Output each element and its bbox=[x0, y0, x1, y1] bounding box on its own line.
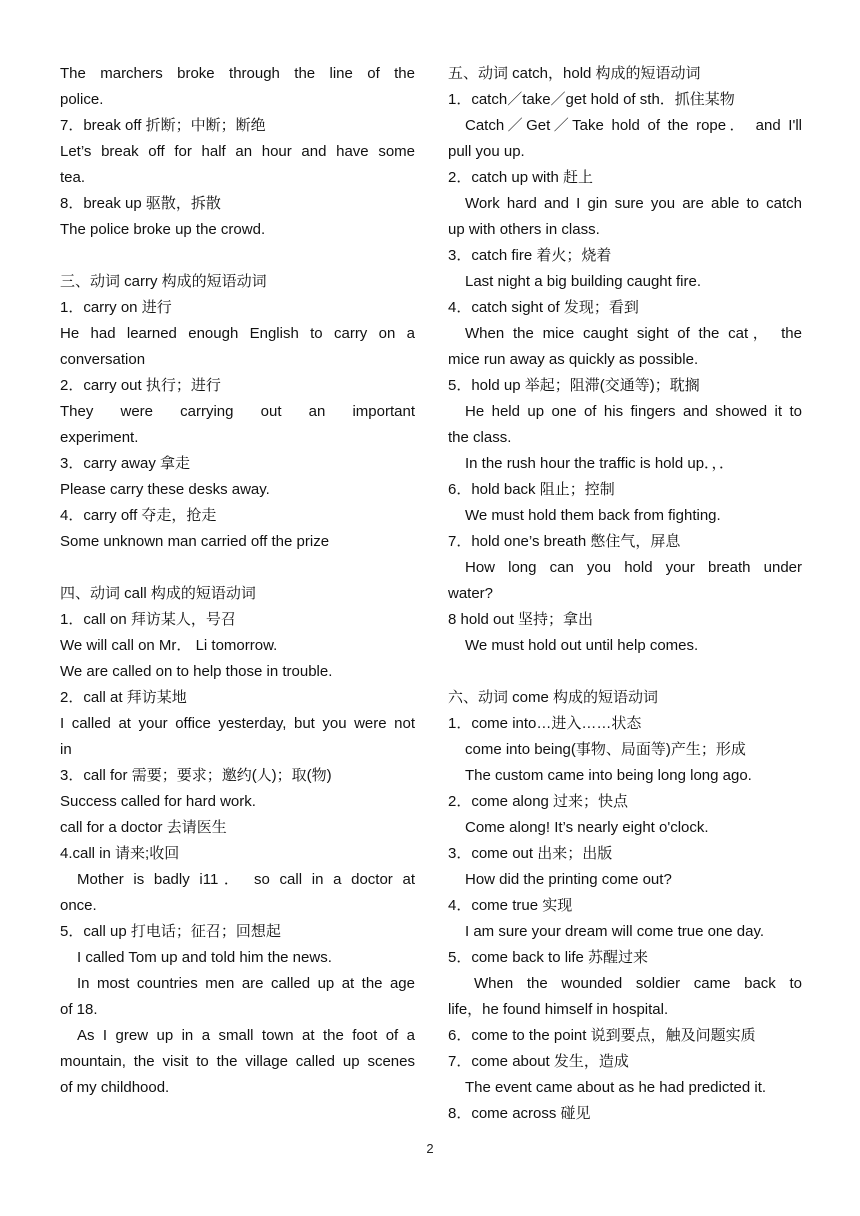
left-column bbox=[60, 61, 415, 1101]
text-line: the class. bbox=[448, 429, 512, 446]
text-line: pull you up. bbox=[448, 143, 525, 160]
text-line: 1．catch／take／get hold of sth．抓住某物 bbox=[448, 91, 735, 108]
text-line: in bbox=[60, 741, 72, 758]
text-line: water? bbox=[448, 585, 494, 602]
text-line: Success called for hard work. bbox=[60, 793, 256, 810]
text-line: 1．call on 拜访某人，号召 bbox=[60, 611, 236, 628]
text-line: We will call on Mr． Li tomorrow. bbox=[60, 637, 278, 654]
text-line: They were carrying out an important bbox=[60, 403, 415, 420]
text-line: 8．come across 碰见 bbox=[448, 1105, 591, 1122]
text-line: 4.call in 请来;收回 bbox=[60, 845, 180, 862]
text-line: Let’s break off for half an hour and have some bbox=[60, 143, 415, 160]
text-line: up with others in class. bbox=[448, 221, 600, 238]
blank-line bbox=[60, 555, 415, 581]
text-line: I called at your office yesterday, but you were not bbox=[60, 715, 415, 732]
text-line: When the mice caught sight of the cat， the bbox=[465, 325, 802, 342]
text-line: 五、动词 catch，hold 构成的短语动词 bbox=[448, 65, 701, 82]
page-number: 2 bbox=[426, 1141, 434, 1156]
text-line: 3．come out 出来；出版 bbox=[448, 845, 613, 862]
text-line: How long can you hold your breath under bbox=[465, 559, 802, 576]
text-line: life，he found himself in hospital. bbox=[448, 1001, 669, 1018]
text-line: call for a doctor 去请医生 bbox=[60, 819, 227, 836]
text-line: 7．break off 折断；中断；断绝 bbox=[60, 117, 266, 134]
text-line: 3．catch fire 着火；烧着 bbox=[448, 247, 612, 264]
text-line: Come along! It’s nearly eight o'clock. bbox=[465, 819, 709, 836]
text-line: I called Tom up and told him the news. bbox=[77, 949, 332, 966]
text-line: As I grew up in a small town at the foot of a bbox=[77, 1027, 415, 1044]
text-line: Work hard and I gin sure you are able to catch bbox=[465, 195, 802, 212]
text-line: 6．come to the point 说到要点，触及问题实质 bbox=[448, 1027, 756, 1044]
text-line: 7．come about 发生，造成 bbox=[448, 1053, 629, 1070]
text-line: We are called on to help those in trouble. bbox=[60, 663, 333, 680]
text-line: of 18. bbox=[60, 1001, 98, 1018]
text-line: 4．carry off 夺走，抢走 bbox=[60, 507, 217, 524]
text-line: 6．hold back 阻止；控制 bbox=[448, 481, 615, 498]
text-line: once. bbox=[60, 897, 97, 914]
text-line: Catch／Get／Take hold of the rope． and I'll bbox=[465, 117, 802, 134]
text-line: 8 hold out 坚持；拿出 bbox=[448, 611, 594, 628]
text-line: come into being(事物、局面等)产生；形成 bbox=[465, 741, 746, 758]
text-line: 7．hold one’s breath 憋住气，屏息 bbox=[448, 533, 681, 550]
text-line: 六、动词 come 构成的短语动词 bbox=[448, 689, 659, 706]
text-line: Mother is badly i11． so call in a doctor at bbox=[77, 871, 415, 888]
text-line: In most countries men are called up at the age bbox=[77, 975, 415, 992]
text-line: 3．call for 需要；要求；邀约(人)；取(物) bbox=[60, 767, 332, 784]
text-line: 8．break up 驱散，拆散 bbox=[60, 195, 221, 212]
text-line: police. bbox=[60, 91, 104, 108]
text-line: In the rush hour the traffic is hold up．，． bbox=[465, 455, 735, 472]
text-line: The marchers broke through the line of the bbox=[60, 65, 415, 82]
text-line: The custom came into being long long ago. bbox=[465, 767, 752, 784]
text-line: 5．call up 打电话；征召；回想起 bbox=[60, 923, 281, 940]
text-line: 5．come back to life 苏醒过来 bbox=[448, 949, 649, 966]
right-column bbox=[448, 61, 802, 1127]
text-line: 1．carry on 进行 bbox=[60, 299, 172, 316]
text-line: conversation bbox=[60, 351, 146, 368]
blank-line bbox=[448, 659, 802, 685]
text-line: 5．hold up 举起；阻滞(交通等)；耽搁 bbox=[448, 377, 700, 394]
text-line: experiment. bbox=[60, 429, 139, 446]
text-line: mountain, the visit to the village called up scenes bbox=[60, 1053, 415, 1070]
text-line: tea. bbox=[60, 169, 86, 186]
blank-line bbox=[60, 243, 415, 269]
text-line: When the wounded soldier came back to bbox=[474, 975, 802, 992]
text-line: 2．carry out 执行；进行 bbox=[60, 377, 221, 394]
text-line: 4．come true 实现 bbox=[448, 897, 573, 914]
text-line: 2．catch up with 赶上 bbox=[448, 169, 594, 186]
text-line: 四、动词 call 构成的短语动词 bbox=[60, 585, 256, 602]
text-line: 1．come into…进入……状态 bbox=[448, 715, 642, 732]
text-line: We must hold out until help comes. bbox=[465, 637, 699, 654]
text-line: We must hold them back from fighting. bbox=[465, 507, 721, 524]
text-line: He held up one of his fingers and showed it to bbox=[465, 403, 802, 420]
text-line: The police broke up the crowd. bbox=[60, 221, 266, 238]
text-line: He had learned enough English to carry on a bbox=[60, 325, 415, 342]
text-line: I am sure your dream will come true one day. bbox=[465, 923, 765, 940]
text-line: How did the printing come out? bbox=[465, 871, 672, 888]
text-line: 三、动词 carry 构成的短语动词 bbox=[60, 273, 267, 290]
text-line: Please carry these desks away. bbox=[60, 481, 270, 498]
text-line: 4．catch sight of 发现；看到 bbox=[448, 299, 639, 316]
text-line: of my childhood. bbox=[60, 1079, 170, 1096]
text-line: 3．carry away 拿走 bbox=[60, 455, 191, 472]
text-line: The event came about as he had predicted it. bbox=[465, 1079, 767, 1096]
text-line: 2．call at 拜访某地 bbox=[60, 689, 187, 706]
text-line: mice run away as quickly as possible. bbox=[448, 351, 699, 368]
text-line: Some unknown man carried off the prize bbox=[60, 533, 330, 550]
text-line: 2．come along 过来；快点 bbox=[448, 793, 629, 810]
text-line: Last night a big building caught fire. bbox=[465, 273, 701, 290]
